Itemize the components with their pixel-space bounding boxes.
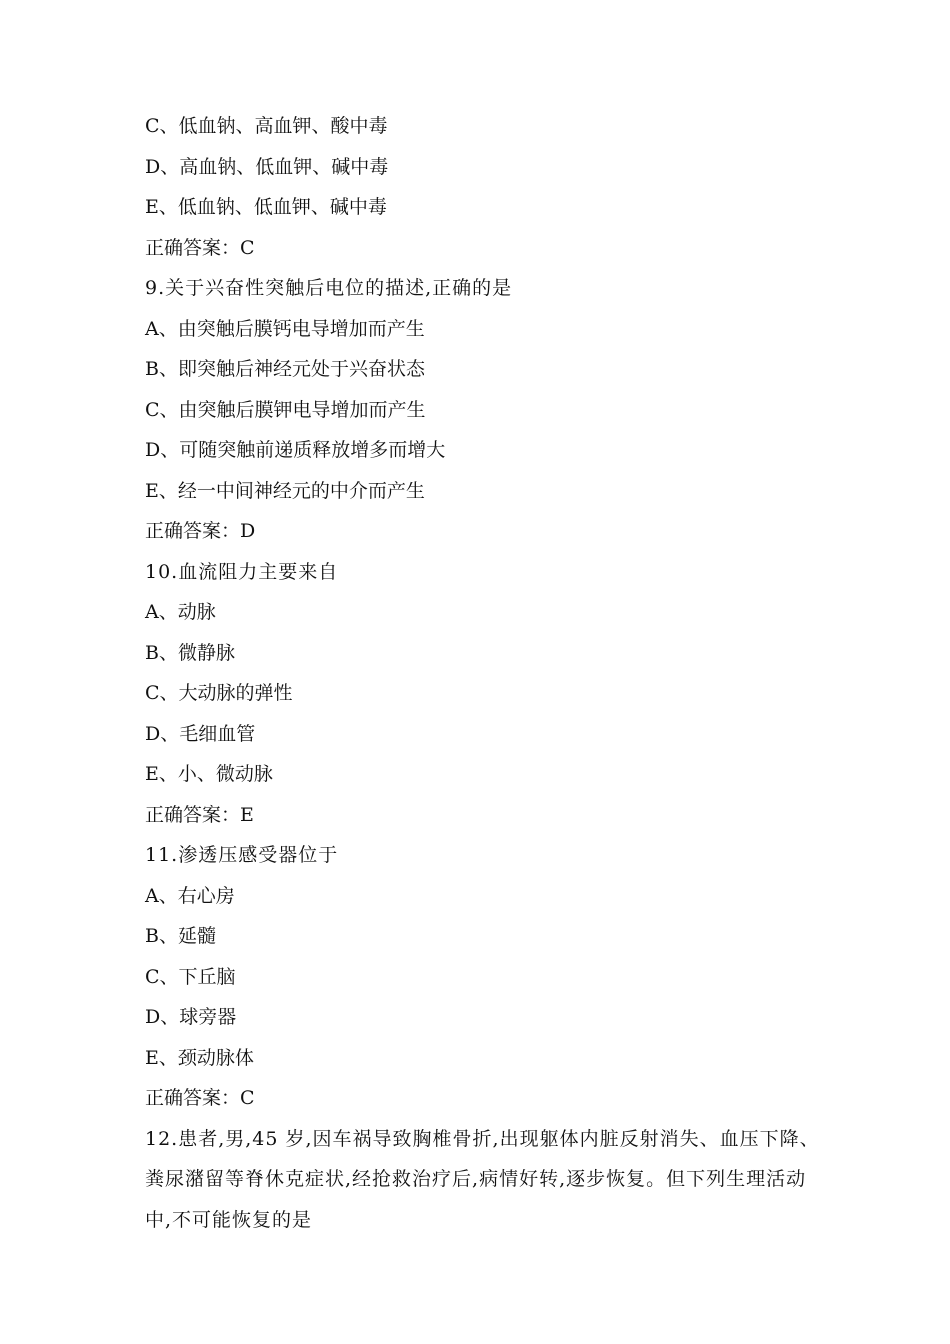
option-c: C、大动脉的弹性 xyxy=(145,682,293,704)
option-d: D、球旁器 xyxy=(145,1006,237,1028)
option-c: C、下丘脑 xyxy=(145,965,236,988)
document-page xyxy=(145,106,845,1240)
answer-line: 正确答案：C xyxy=(145,1087,255,1109)
question-10: 10.血流阻力主要来自 xyxy=(145,560,339,583)
option-c: C、低血钠、高血钾、酸中毒 xyxy=(145,115,388,137)
option-d: D、毛细血管 xyxy=(145,722,256,745)
option-e: E、低血钠、低血钾、碱中毒 xyxy=(145,196,387,218)
question-11: 11.渗透压感受器位于 xyxy=(145,844,339,866)
question-9: 9.关于兴奋性突触后电位的描述,正确的是 xyxy=(145,277,513,299)
option-e: E、经一中间神经元的中介而产生 xyxy=(145,479,425,502)
option-a: A、右心房 xyxy=(145,884,235,907)
answer-line: 正确答案：D xyxy=(145,520,256,542)
option-c: C、由突触后膜钾电导增加而产生 xyxy=(145,398,426,421)
option-b: B、延髓 xyxy=(145,925,216,947)
option-b: B、即突触后神经元处于兴奋状态 xyxy=(145,358,425,380)
option-d: D、可随突触前递质释放增多而增大 xyxy=(145,439,446,461)
question-12: 12.患者,男,45 岁,因车祸导致胸椎骨折,出现躯体内脏反射消失、血压下降、粪尿潴留等脊休克症状,经抢救治疗后,病情好转,逐步恢复。但下列生理活动中,不可能恢复的是 xyxy=(145,1127,820,1231)
option-e: E、小、微动脉 xyxy=(145,763,273,785)
option-e: E、颈动脉体 xyxy=(145,1046,254,1069)
option-a: A、动脉 xyxy=(145,601,216,623)
answer-line: 正确答案：E xyxy=(145,803,254,826)
answer-line: 正确答案：C xyxy=(145,236,255,259)
option-b: B、微静脉 xyxy=(145,641,235,664)
option-a: A、由突触后膜钙电导增加而产生 xyxy=(145,317,425,340)
option-d: D、高血钠、低血钾、碱中毒 xyxy=(145,155,389,178)
